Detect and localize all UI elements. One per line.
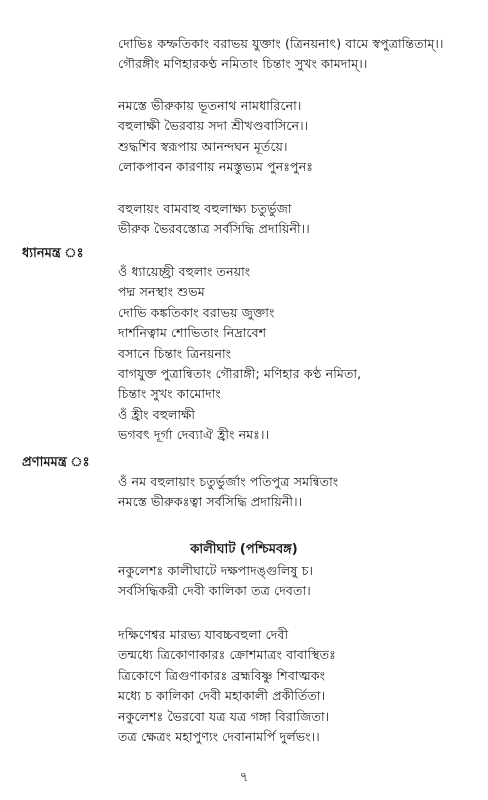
pranam-mantra-heading: প্রণামমন্ত্র ঃ	[22, 455, 90, 470]
verse-line: ওঁ হ্রীং বহুলাক্ষী	[118, 406, 196, 422]
verse-line: তত্র ক্ষেত্রং মহাপুণ্যং দেবানামর্পি দুর্লভং।।	[118, 728, 320, 744]
kalighat-title: কালীঘাট (পশ্চিমবঙ্গ)	[190, 542, 298, 557]
verse-line: তন্মধ্যে ত্রিকোণাকারঃ ক্রোশমাত্রং বাবাস্থিতঃ	[118, 647, 336, 663]
verse-line: নকুলেশঃ ভৈরবো যত্র যত্র গঙ্গা বিরাজিতা।	[118, 708, 330, 724]
verse-line: নমস্তে ভীরুকঃত্বা সর্বসিদ্ধি প্রদায়িনী।।	[118, 494, 303, 510]
verse-line: বহুলায়ং বামবাহু বহুলাক্ষ্য চতুর্ভুজা	[118, 201, 292, 216]
page-number: ৭	[239, 770, 249, 785]
verse-line: দক্ষিণেশ্বর মারভ্য যাবচ্চবহুলা দেবী	[118, 627, 289, 642]
verse-line: ত্রিকোণে ত্রিগুণাকারঃ ব্রহ্মবিষ্ণু শিবাত্মকং	[118, 667, 326, 683]
verse-line: মধ্যে চ কালিকা দেবী মহাকালী প্রকীর্তিতা।	[118, 688, 326, 704]
verse-line: ওঁ ধ্যায়েচ্ছ্রী বহুলাং তনয়াং	[118, 264, 251, 279]
verse-line: পদ্ম সনস্থাং শুভম	[118, 284, 205, 300]
verse-line: দার্শনিত্বাম শোভিতাং নিদ্রাবেশ	[118, 325, 267, 341]
pranam-mantra-lines	[118, 472, 480, 513]
verse-line: দোভিঃ কম্ফতিকাং বরাভয় যুক্তাং (ত্রিনয়নাৎ) বামে স্বপুত্রান্তিতাম্।।	[118, 36, 444, 51]
verse-line: নকুলেশঃ কালীঘাটে দক্ষপাদঙ্গুলিষু চ।	[118, 563, 314, 578]
verse-line: ওঁ নম বহুলায়াং চতুর্ভুর্জাং পতিপুত্র সমন্বিতাং	[118, 474, 339, 489]
verse-line: শুদ্ধশিব স্বরূপায় আনন্দঘন মূর্তয়ে।	[118, 138, 288, 154]
dhyan-intro-verse	[118, 34, 480, 75]
verse-line: দোভি কঙ্কতিকাং বরাভয় জুক্তাং	[118, 304, 275, 320]
stanza-a	[118, 96, 480, 178]
verse-line: লোকপাবন কারণায় নমস্তুভ্যম পুনঃপুনঃ	[118, 159, 314, 175]
verse-line: গৌরঙ্গীং মণিহারকণ্ঠ নমিতাং চিন্তাং সুখং কামদাম্।।	[118, 56, 368, 72]
dhyan-mantra-lines	[118, 262, 480, 446]
kalighat-lines	[118, 561, 480, 602]
verse-line: চিন্তাং সুখং কামোদাং	[118, 386, 221, 402]
verse-line: ভীরুক ভৈরবস্তোত্র সর্বসিদ্ধি প্রদায়িনী।।	[118, 221, 310, 237]
verse-line: ভগবৎ দূর্গা দেব্যাঐ হ্রীং নমঃ।।	[118, 427, 270, 443]
verse-line: সর্বসিদ্ধিকরী দেবী কালিকা তত্র দেবতা।	[118, 583, 311, 599]
final-stanza	[118, 625, 480, 747]
verse-line: নমস্তে ভীরুকায় ভূতনাথ নামধারিনো।	[118, 98, 302, 113]
dhyan-mantra-heading: ধ্যানমন্ত্র ঃ	[22, 246, 84, 261]
verse-line: বহুলাক্ষী ভৈরবায় সদা শ্রীখণ্ডবাসিনে।।	[118, 118, 309, 134]
verse-line: বসানে চিন্তাং ত্রিনয়নাং	[118, 345, 232, 361]
verse-line: বাগযুক্ত পুত্রান্বিতাং গৌরাঙ্গী; মণিহার কণ্ঠ নমিতা,	[118, 365, 362, 381]
stanza-b	[118, 199, 480, 240]
